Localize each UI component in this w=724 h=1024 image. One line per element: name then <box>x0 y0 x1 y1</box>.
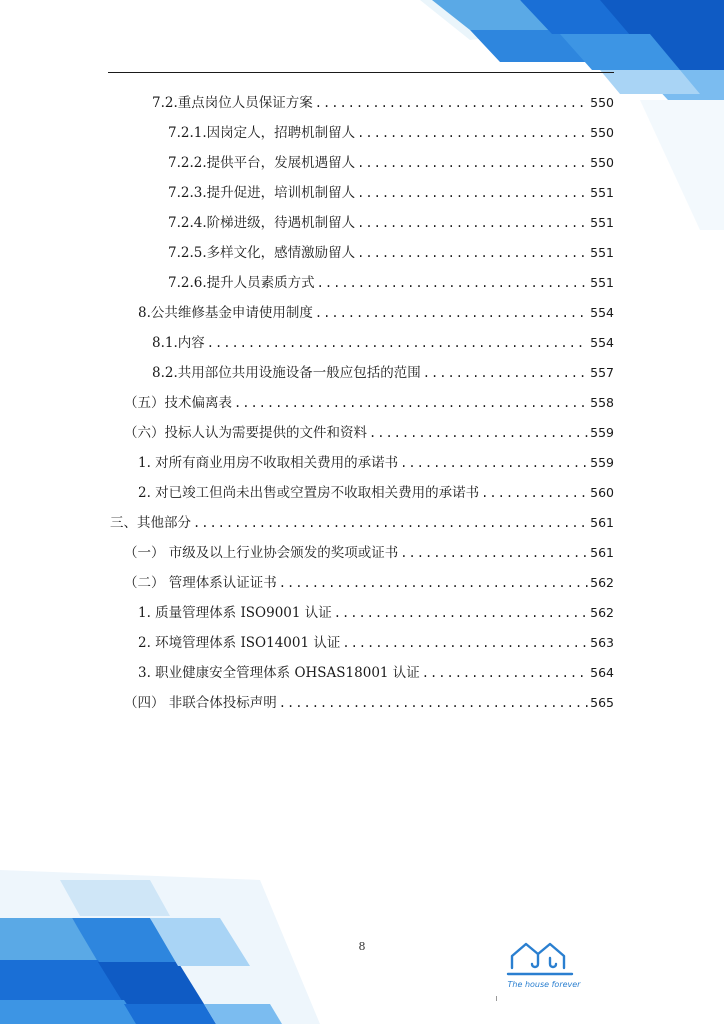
dot-leader <box>315 298 588 328</box>
dot-leader <box>357 178 588 208</box>
toc-entry[interactable] <box>168 238 614 268</box>
toc-entry[interactable] <box>152 358 614 388</box>
toc-entry-page: 562 <box>590 605 614 620</box>
toc-entry[interactable] <box>138 598 614 628</box>
toc-entry-title: 8.公共维修基金申请使用制度 <box>138 305 313 321</box>
dot-leader <box>400 448 588 478</box>
toc-entry-title: （四） 非联合体投标声明 <box>124 695 277 711</box>
toc-entry-title: （二） 管理体系认证证书 <box>124 575 277 591</box>
dot-leader <box>207 328 588 358</box>
toc-entry-page: 565 <box>590 695 614 710</box>
toc-entry[interactable] <box>168 268 614 298</box>
toc-entry[interactable] <box>152 328 614 358</box>
toc-entry[interactable] <box>124 418 614 448</box>
dot-leader <box>357 208 588 238</box>
toc-entry-page: 561 <box>590 545 614 560</box>
toc-entry[interactable] <box>124 568 614 598</box>
toc-entry-page: 562 <box>590 575 614 590</box>
dot-leader <box>357 118 588 148</box>
dot-leader <box>279 568 588 598</box>
dot-leader <box>234 388 588 418</box>
toc-entry[interactable] <box>110 508 614 538</box>
toc-entry[interactable] <box>138 448 614 478</box>
toc-entry-title: （一） 市级及以上行业协会颁发的奖项或证书 <box>124 545 399 561</box>
logo-caption: The house forever <box>507 980 581 989</box>
toc-entry[interactable] <box>168 148 614 178</box>
toc-entry-title: 7.2.4.阶梯进级，待遇机制留人 <box>168 215 356 231</box>
toc-entry-title: 7.2.6.提升人员素质方式 <box>168 275 315 291</box>
toc-entry-page: 551 <box>590 185 614 200</box>
toc-entry-page: 551 <box>590 275 614 290</box>
toc-entry-title: 3. 职业健康安全管理体系 OHSAS18001 认证 <box>138 665 420 681</box>
toc-entry-page: 557 <box>590 365 614 380</box>
house-logo-icon <box>506 938 584 984</box>
toc-entry[interactable] <box>124 388 614 418</box>
toc-entry-page: 554 <box>590 305 614 320</box>
toc-entry-title: （五）技术偏离表 <box>124 395 232 411</box>
toc-entry-title: 1. 质量管理体系 ISO9001 认证 <box>138 605 332 621</box>
dot-leader <box>400 538 588 568</box>
toc-entry-title: 三、其他部分 <box>110 515 191 531</box>
dot-leader <box>315 88 588 118</box>
toc-entry-page: 564 <box>590 665 614 680</box>
toc-entry-title: 7.2.重点岗位人员保证方案 <box>152 95 313 111</box>
toc-entry-title: 7.2.2.提供平台，发展机遇留人 <box>168 155 356 171</box>
dot-leader <box>334 598 588 628</box>
toc-entry-title: 2. 环境管理体系 ISO14001 认证 <box>138 635 341 651</box>
page-number: 8 <box>358 940 366 953</box>
toc-entry-title: 7.2.5.多样文化，感情激励留人 <box>168 245 356 261</box>
toc-entry-title: 1. 对所有商业用房不收取相关费用的承诺书 <box>138 455 399 471</box>
toc-entry[interactable] <box>138 628 614 658</box>
toc-entry-page: 558 <box>590 395 614 410</box>
toc-entry-page: 554 <box>590 335 614 350</box>
header-rule <box>108 72 614 73</box>
dot-leader <box>193 508 588 538</box>
toc-entry[interactable] <box>168 118 614 148</box>
toc-entry-title: 7.2.3.提升促进，培训机制留人 <box>168 185 356 201</box>
running-header <box>110 48 612 62</box>
dot-leader <box>342 628 588 658</box>
toc-entry-page: 550 <box>590 125 614 140</box>
toc-entry[interactable] <box>168 208 614 238</box>
toc-entry[interactable] <box>138 658 614 688</box>
dot-leader <box>357 238 588 268</box>
toc-entry[interactable] <box>138 478 614 508</box>
dot-leader <box>317 268 588 298</box>
toc-entry[interactable] <box>168 178 614 208</box>
toc-entry-page: 559 <box>590 425 614 440</box>
dot-leader <box>422 658 588 688</box>
toc-entry[interactable] <box>152 88 614 118</box>
dot-leader <box>357 148 588 178</box>
toc-entry-page: 561 <box>590 515 614 530</box>
toc-entry-page: 559 <box>590 455 614 470</box>
dot-leader <box>279 688 588 718</box>
toc-entry[interactable] <box>124 688 614 718</box>
footer-mark <box>496 996 497 1001</box>
toc-entry[interactable] <box>138 298 614 328</box>
toc-entry-page: 550 <box>590 155 614 170</box>
toc-entry-title: 2. 对已竣工但尚未出售或空置房不收取相关费用的承诺书 <box>138 485 480 501</box>
dot-leader <box>369 418 588 448</box>
toc-entry[interactable] <box>124 538 614 568</box>
toc-entry-title: 8.2.共用部位共用设施设备一般应包括的范围 <box>152 365 421 381</box>
toc-entry-title: 7.2.1.因岗定人，招聘机制留人 <box>168 125 356 141</box>
dot-leader <box>481 478 588 508</box>
toc-entry-page: 560 <box>590 485 614 500</box>
toc-entry-page: 551 <box>590 245 614 260</box>
toc-entry-page: 550 <box>590 95 614 110</box>
toc-entry-title: 8.1.内容 <box>152 335 205 351</box>
toc-entry-title: （六）投标人认为需要提供的文件和资料 <box>124 425 367 441</box>
toc-entry-page: 551 <box>590 215 614 230</box>
dot-leader <box>423 358 588 388</box>
toc-entry-page: 563 <box>590 635 614 650</box>
